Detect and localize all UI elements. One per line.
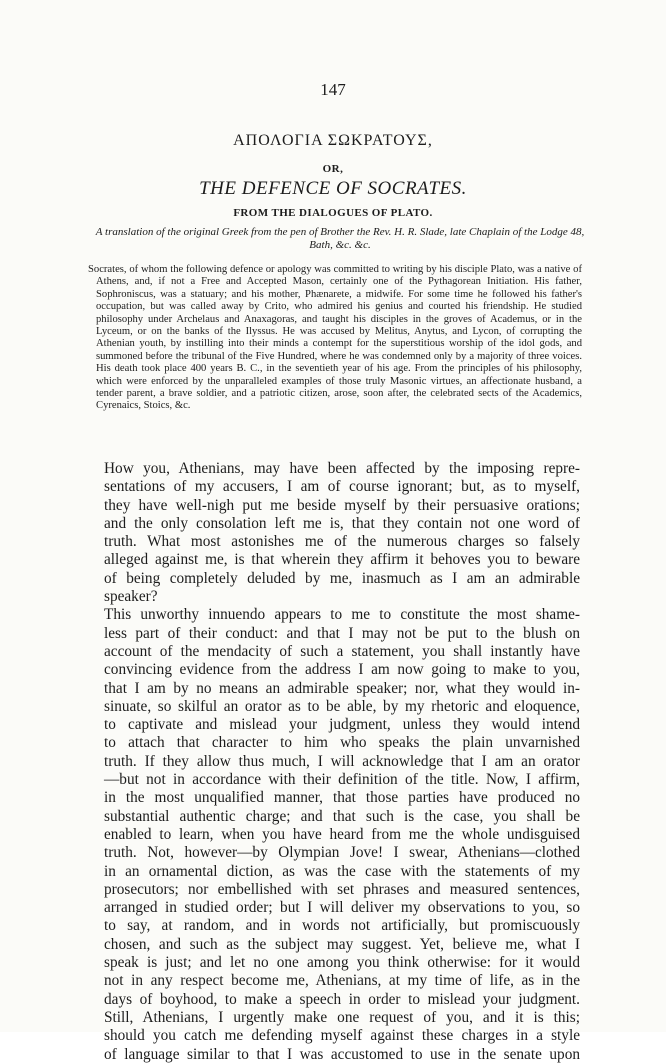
text-line: to attach that character to him who speaks the plain unvarnished	[104, 734, 580, 752]
page-number: 147	[320, 80, 346, 99]
body-paragraph-1	[90, 460, 580, 606]
page-title: THE DEFENCE OF SOCRATES.	[199, 178, 467, 199]
intro-paragraph: Socrates, of whom the following defence or apology was committed to writing by his disciple Plato, was a native of Athens, and, if not a Free and Accepted Mason, certainly one of the Pythagorean Initiation. His father, Sophroniscus, was a statuary; and his mother, Phænarete, a midwife. For some time he followed his father's occupation, but was called away by Crito, who admired his genius and courted his friendship. He studied philosophy under Archelaus and Anaxagoras, and taught his disciples in the groves of Academus, or in the Lyceum, or on the banks of the Ilyssus. He was accused by Melitus, Anytus, and Lycon, of corrupting the Athenian youth, by instilling into their minds a contempt for the superstitious worship of the idol gods, and summoned before the tribunal of the Five Hundred, where he was condemned only by a majority of three voices. His death took place 400 years B. C., in the seventieth year of his age. From the principles of his philosophy, which were enforced by the unparalleled examples of those truly Masonic virtues, an affectionate husband, a tender parent, a brave soldier, and a patriotic citizen, arose, soon after, the celebrated sects of the Academics, Cyrenaics, Stoics, &c.	[88, 264, 582, 412]
text-line: —but not in accordance with their definition of the title. Now, I affirm,	[104, 771, 580, 789]
text-line: chosen, and such as the subject may suggest. Yet, believe me, what I	[104, 935, 580, 953]
text-line: account of the mendacity of such a statement, you shall instantly have	[104, 642, 580, 660]
text-line: alleged against me, is that wherein they affirm it behoves you to beware	[104, 551, 580, 569]
text-line: truth. Not, however—by Olympian Jove! I swear, Athenians—clothed	[104, 844, 580, 862]
translation-note: A translation of the original Greek from the pen of Brother the Rev. H. R. Slade, late Chaplain of the Lodge 48, Bath, &c. &c.	[95, 226, 585, 251]
greek-title: ΑΠΟΛΟΓΙΑ ΣΩΚΡΑΤΟΥΣ,	[233, 132, 433, 149]
body-paragraph-2	[90, 606, 580, 1063]
text-line: speak is just; and let no one among you think otherwise: for it would	[104, 954, 580, 972]
text-line: Still, Athenians, I urgently make one request of you, and it is this;	[104, 1008, 580, 1026]
text-line: truth. If they allow thus much, I will acknowledge that I am an orator	[104, 752, 580, 770]
text-line: and the only consolation left me is, that they contain not one word of	[104, 514, 580, 532]
text-line: convincing evidence from the address I am now going to make to you,	[104, 661, 580, 679]
text-line: prosecutors; nor embellished with set phrases and measured sentences,	[104, 880, 580, 898]
text-line: that I am by no means an admirable speaker; nor, what they would in-	[104, 679, 580, 697]
source-note: FROM THE DIALOGUES OF PLATO.	[233, 207, 433, 219]
text-line: of being completely deluded by me, inasmuch as I am an admirable	[104, 569, 580, 587]
text-line: truth. What most astonishes me of the numerous charges so falsely	[104, 533, 580, 551]
text-line: should you catch me defending myself against these charges in a style	[104, 1027, 580, 1045]
text-line: enabled to learn, when you have heard from me the whole undisguised	[104, 825, 580, 843]
text-line: This unworthy innuendo appears to me to constitute the most shame-	[104, 606, 580, 624]
text-line: days of boyhood, to make a speech in order to mislead your judgment.	[104, 990, 580, 1008]
text-line: speaker?	[104, 588, 158, 606]
text-line: in an ornamental diction, as was the case with the statements of my	[104, 862, 580, 880]
text-line: not in any respect become me, Athenians, at my time of life, as in the	[104, 972, 580, 990]
or-label: OR,	[322, 163, 344, 175]
text-line: sentations of my accusers, I am of course ignorant; but, as to myself,	[104, 478, 580, 496]
text-line: to captivate and mislead your judgment, unless they would intend	[104, 716, 580, 734]
text-line: of language similar to that I was accustomed to use in the senate upon	[104, 1045, 580, 1063]
body-text	[90, 460, 580, 1064]
text-line: they have well-nigh put me beside myself by their persuasive orations;	[104, 496, 580, 514]
text-line: sinuate, so skilful an orator as to be able, by my rhetoric and eloquence,	[104, 697, 580, 715]
text-line: in the most unqualified manner, that those parties have produced no	[104, 789, 580, 807]
text-line: less part of their conduct: and that I may not be put to the blush on	[104, 624, 580, 642]
text-line: How you, Athenians, may have been affected by the imposing repre-	[104, 460, 580, 477]
text-line: arranged in studied order; but I will deliver my observations to you, so	[104, 899, 580, 917]
text-line: to say, at random, and in words not artificially, but promiscuously	[104, 917, 580, 935]
text-line: substantial authentic charge; and that such is the case, you shall be	[104, 807, 580, 825]
